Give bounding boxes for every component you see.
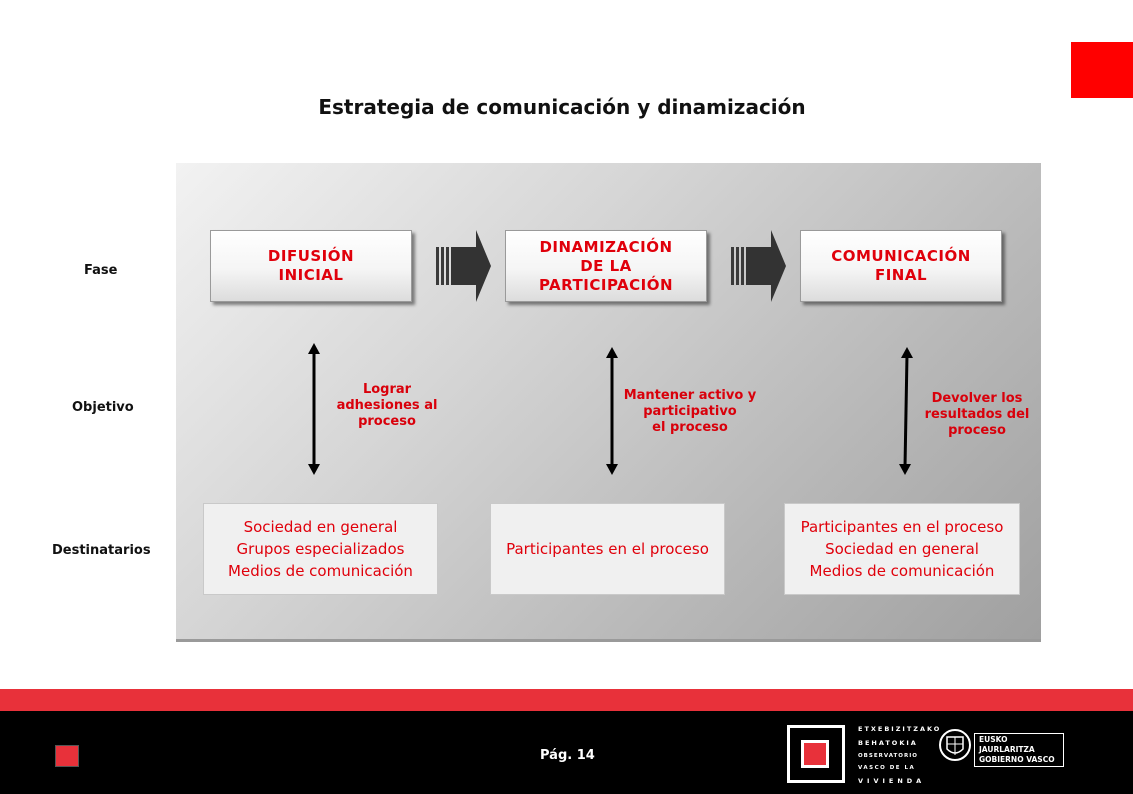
- objective-line: proceso: [358, 414, 416, 429]
- row-label-objective: Objetivo: [72, 400, 134, 415]
- objective-text-adhesions: [317, 382, 457, 430]
- recipient-line: Participantes en el proceso: [506, 540, 709, 558]
- recipient-line: Medios de comunicación: [809, 562, 995, 580]
- objective-line: adhesiones al: [336, 398, 438, 413]
- recipients-box-diffusion: [203, 503, 438, 595]
- footer-red-band: [0, 689, 1133, 711]
- government-line: GOBIERNO VASCO: [979, 755, 1055, 764]
- corner-accent-square: [1071, 42, 1133, 98]
- phase-arrow-icon: [731, 228, 787, 304]
- phase-arrow-icon: [436, 228, 492, 304]
- objective-line: participativo: [643, 404, 737, 419]
- observatory-logo-line: VASCO DE LA: [858, 765, 916, 771]
- objective-text-keep-active: [610, 388, 770, 436]
- objective-line: el proceso: [652, 420, 728, 435]
- page-number: Pág. 14: [540, 748, 595, 763]
- recipient-line: Participantes en el proceso: [800, 518, 1004, 536]
- objective-text-return-results: [907, 391, 1047, 439]
- phase-box-final-communication: [800, 230, 1002, 302]
- row-label-phase: Fase: [84, 263, 118, 278]
- recipient-line: Medios de comunicación: [228, 562, 413, 580]
- page-title: Estrategia de comunicación y dinamización: [318, 95, 806, 119]
- observatory-logo-square-icon: [804, 743, 826, 765]
- recipients-box-participation: [490, 503, 725, 595]
- objective-line: Devolver los: [931, 391, 1023, 406]
- row-label-recipients: Destinatarios: [52, 543, 151, 558]
- recipient-line: Sociedad en general: [243, 518, 398, 536]
- phase-line: INICIAL: [278, 266, 344, 284]
- observatory-logo-line: OBSERVATORIO: [858, 753, 918, 759]
- objective-line: resultados del: [924, 407, 1030, 422]
- phase-box-participation: [505, 230, 707, 302]
- footer-square-icon: [56, 746, 78, 766]
- basque-government-logo-text: [974, 733, 1064, 767]
- phase-line: PARTICIPACIÓN: [538, 275, 674, 294]
- objective-line: Mantener activo y: [623, 388, 757, 403]
- recipient-line: Sociedad en general: [825, 540, 979, 558]
- phase-line: DIFUSIÓN: [267, 247, 355, 265]
- recipient-line: Grupos especializados: [236, 540, 405, 558]
- observatory-logo-line: ETXEBIZITZAKO: [858, 725, 942, 733]
- observatory-logo-line: VIVIENDA: [858, 777, 926, 785]
- basque-government-emblem-icon: [938, 727, 972, 763]
- phase-line: COMUNICACIÓN: [831, 247, 971, 265]
- phase-box-initial-diffusion: [210, 230, 412, 302]
- phase-line: DE LA: [580, 256, 632, 275]
- observatory-logo-text: [858, 725, 942, 785]
- objective-line: Lograr: [362, 382, 412, 397]
- government-line: EUSKO JAURLARITZA: [979, 735, 1035, 754]
- objective-line: proceso: [948, 423, 1006, 438]
- recipients-box-final: [784, 503, 1020, 595]
- phase-line: DINAMIZACIÓN: [539, 237, 673, 256]
- phase-line: FINAL: [874, 266, 928, 284]
- observatory-logo-line: BEHATOKIA: [858, 739, 918, 747]
